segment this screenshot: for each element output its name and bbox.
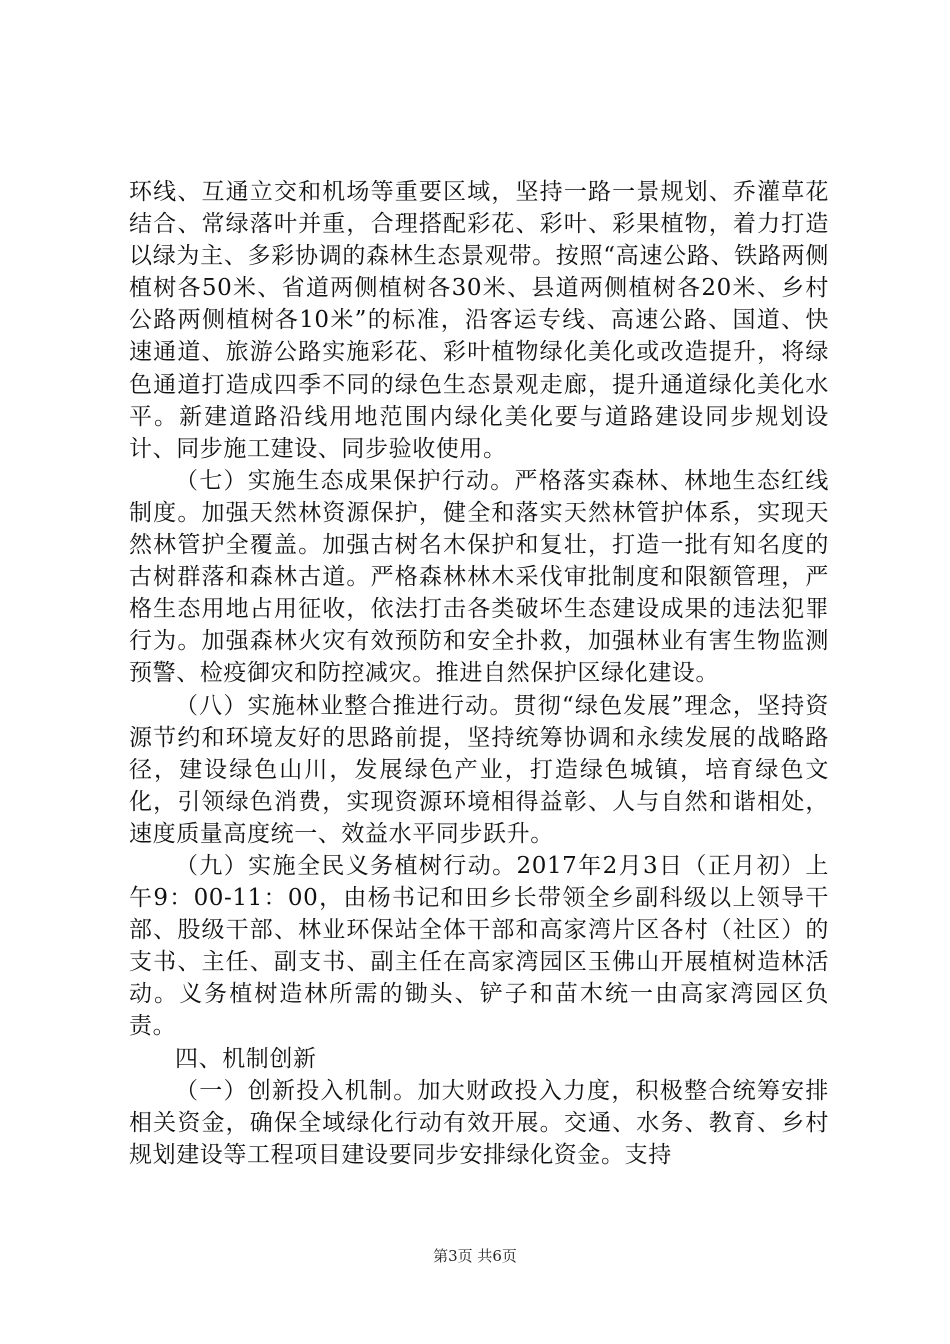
section-heading-mechanism: 四、机制创新 <box>175 1045 317 1072</box>
paragraph-forestry-integration: （八）实施林业整合推进行动。贯彻“绿色发展”理念，坚持资源节约和环境友好的思路前提，坚持统筹协调和永续发展的战略路径，建设绿色山川，发展绿色产业，打造绿色城镇，培育绿色文化，引领绿色消费，实现资源环境相得益彰、人与自然和谐相处，速度质量高度统一、效益水平同步跃升。 <box>129 692 829 847</box>
document-body <box>129 176 829 1171</box>
page-footer: 第3页 共6页 <box>433 1247 517 1265</box>
paragraph-investment-mechanism: （一）创新投入机制。加大财政投入力度，积极整合统筹安排相关资金，确保全域绿化行动有效开展。交通、水务、教育、乡村规划建设等工程项目建设要同步安排绿化资金。支持 <box>129 1077 829 1168</box>
paragraph-continuation: 环线、互通立交和机场等重要区域，坚持一路一景规划、乔灌草花结合、常绿落叶并重，合理搭配彩花、彩叶、彩果植物，着力打造以绿为主、多彩协调的森林生态景观带。按照“高速公路、铁路两侧植树各50米、省道两侧植树各30米、县道两侧植树各20米、乡村公路两侧植树各10米”的标准，沿客运专线、高速公路、国道、快速通道、旅游公路实施彩花、彩叶植物绿化美化或改造提升，将绿色通道打造成四季不同的绿色生态景观走廊，提升通道绿化美化水平。新建道路沿线用地范围内绿化美化要与道路建设同步规划设计、同步施工建设、同步验收使用。 <box>129 179 829 462</box>
paragraph-tree-planting: （九）实施全民义务植树行动。2017年2月3日（正月初）上午9：00-11：00，由杨书记和田乡长带领全乡副科级以上领导干部、股级干部、林业环保站全体干部和高家湾片区各村（社区）的支书、主任、副支书、副主任在高家湾园区玉佛山开展植树造林活动。义务植树造林所需的锄头、铲子和苗木统一由高家湾园区负责。 <box>129 852 829 1040</box>
paragraph-ecology-protection: （七）实施生态成果保护行动。严格落实森林、林地生态红线制度。加强天然林资源保护，健全和落实天然林管护体系，实现天然林管护全覆盖。加强古树名木保护和复壮，打造一批有知名度的古树群落和森林古道。严格森林林木采伐审批制度和限额管理，严格生态用地占用征收，依法打击各类破坏生态建设成果的违法犯罪行为。加强森林火灾有效预防和安全扑救，加强林业有害生物监测预警、检疫御灾和防控减灾。推进自然保护区绿化建设。 <box>129 467 829 687</box>
